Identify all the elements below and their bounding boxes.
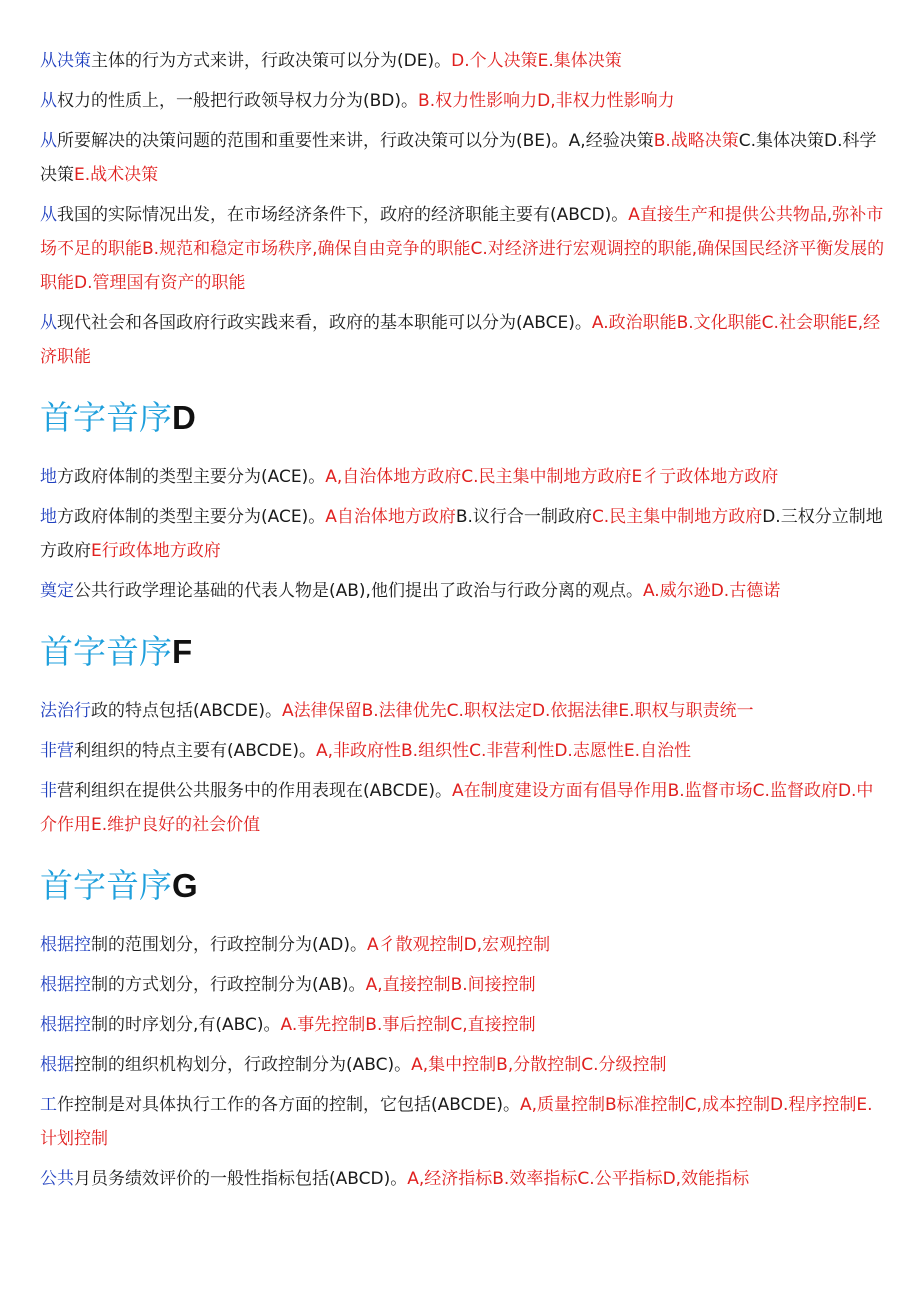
question-text: 制的时序划分,有(ABC)。 (91, 1015, 281, 1035)
question-item (40, 44, 885, 78)
section-heading (40, 628, 885, 676)
question-lead: 奠定 (40, 581, 74, 601)
answer-text: A自治体地方政府 (325, 507, 456, 527)
question-text: 方政府体制的类型主要分为(ACE)。 (57, 467, 326, 487)
answer-text: A.威尔逊D.古德诺 (642, 581, 781, 601)
question-item (40, 574, 885, 608)
answer-text: A,经济指标B.效率指标C.公平指标D,效能指标 (407, 1169, 750, 1189)
question-text: 现代社会和各国政府行政实践来看，政府的基本职能可以分为(ABCE)。 (57, 313, 592, 333)
question-lead: 根据控 (40, 935, 91, 955)
question-item (40, 1048, 885, 1082)
question-item (40, 500, 885, 568)
question-item (40, 694, 885, 728)
question-lead: 非 (40, 781, 57, 801)
section-heading-letter: D (172, 399, 196, 436)
question-text: 月员务绩效评价的一般性指标包括(ABCD)。 (74, 1169, 408, 1189)
question-text: 制的范围划分，行政控制分为(AD)。 (91, 935, 367, 955)
answer-text: A,自治体地方政府C.民主集中制地方政府E彳亍政体地方政府 (325, 467, 779, 487)
question-text: 作控制是对具体执行工作的各方面的控制，它包括(ABCDE)。 (57, 1095, 520, 1115)
question-lead: 公共 (40, 1169, 74, 1189)
question-text-continued: D.三权分立制地方政府 (40, 507, 883, 561)
question-text: 政的特点包括(ABCDE)。 (91, 701, 282, 721)
answer-text: D.个人决策E.集体决策 (451, 51, 622, 71)
answer-text: A彳散观控制D,宏观控制 (366, 935, 551, 955)
section-heading-letter: F (172, 633, 193, 670)
question-text: 权力的性质上，一般把行政领导权力分为(BD)。 (57, 91, 419, 111)
question-lead: 法治行 (40, 701, 91, 721)
document-page (40, 44, 885, 1202)
question-text: 方政府体制的类型主要分为(ACE)。 (57, 507, 326, 527)
question-lead: 根据 (40, 1055, 74, 1075)
question-lead: 根据控 (40, 975, 91, 995)
section-heading-label: 首字音序 (40, 866, 172, 905)
answer-text-continued: C.民主集中制地方政府 (591, 507, 763, 527)
question-item (40, 84, 885, 118)
question-text: 控制的组织机构划分，行政控制分为(ABC)。 (74, 1055, 412, 1075)
question-item (40, 124, 885, 192)
question-text-continued: C.集体决策D.科学决策 (40, 131, 877, 185)
answer-text: A.事先控制B.事后控制C,直接控制 (280, 1015, 536, 1035)
question-item (40, 1088, 885, 1156)
answer-text: A在制度建设方面有倡导作用B.监督市场C.监督政府D.中介作用E.维护良好的社会价值 (40, 781, 874, 835)
answer-text: A,质量控制B标准控制C,成本控制D.程序控制E.计划控制 (40, 1095, 873, 1149)
question-lead: 从 (40, 91, 57, 111)
question-text: 所要解决的决策问题的范围和重要性来讲，行政决策可以分为(BE)。A,经验决策 (57, 131, 654, 151)
question-item (40, 734, 885, 768)
section-heading-label: 首字音序 (40, 632, 172, 671)
question-item (40, 774, 885, 842)
answer-text: B.战略决策 (653, 131, 739, 151)
question-item (40, 968, 885, 1002)
question-item (40, 306, 885, 374)
question-item (40, 198, 885, 300)
question-lead: 从 (40, 131, 57, 151)
question-item (40, 460, 885, 494)
question-text: 制的方式划分，行政控制分为(AB)。 (91, 975, 366, 995)
section-heading (40, 862, 885, 910)
question-text: 公共行政学理论基础的代表人物是(AB),他们提出了政治与行政分离的观点。 (74, 581, 643, 601)
answer-text: A.政治职能B.文化职能C.社会职能E,经济职能 (40, 313, 881, 367)
question-lead: 从决策 (40, 51, 91, 71)
question-text: 利组织的特点主要有(ABCDE)。 (74, 741, 316, 761)
question-lead: 非营 (40, 741, 74, 761)
question-text-continued: B.议行合一制政府 (455, 507, 592, 527)
answer-text-continued: E行政体地方政府 (91, 541, 221, 561)
question-text: 主体的行为方式来讲，行政决策可以分为(DE)。 (91, 51, 452, 71)
answer-text: A法律保留B.法律优先C.职权法定D.依据法律E.职权与职责统一 (281, 701, 754, 721)
question-lead: 工 (40, 1095, 57, 1115)
question-lead: 根据控 (40, 1015, 91, 1035)
answer-text-continued: E.战术决策 (74, 165, 159, 185)
question-lead: 地 (40, 467, 57, 487)
section-heading (40, 394, 885, 442)
question-lead: 地 (40, 507, 57, 527)
question-text: 我国的实际情况出发，在市场经济条件下，政府的经济职能主要有(ABCD)。 (57, 205, 629, 225)
question-text: 营利组织在提供公共服务中的作用表现在(ABCDE)。 (57, 781, 452, 801)
question-lead: 从 (40, 313, 57, 333)
question-item (40, 1008, 885, 1042)
section-heading-letter: G (172, 867, 198, 904)
answer-text: A直接生产和提供公共物品,弥补市场不足的职能B.规范和稳定市场秩序,确保自由竞争的职能C.对经济进行宏观调控的职能,确保国民经济平衡发展的职能D.管理国有资产的职能 (40, 205, 885, 293)
question-lead: 从 (40, 205, 57, 225)
section-heading-label: 首字音序 (40, 398, 172, 437)
question-item (40, 1162, 885, 1196)
answer-text: A,直接控制B.间接控制 (365, 975, 536, 995)
answer-text: B.权力性影响力D,非权力性影响力 (418, 91, 675, 111)
question-item (40, 928, 885, 962)
answer-text: A,非政府性B.组织性C.非营利性D.志愿性E.自治性 (315, 741, 691, 761)
answer-text: A,集中控制B,分散控制C.分级控制 (411, 1055, 667, 1075)
